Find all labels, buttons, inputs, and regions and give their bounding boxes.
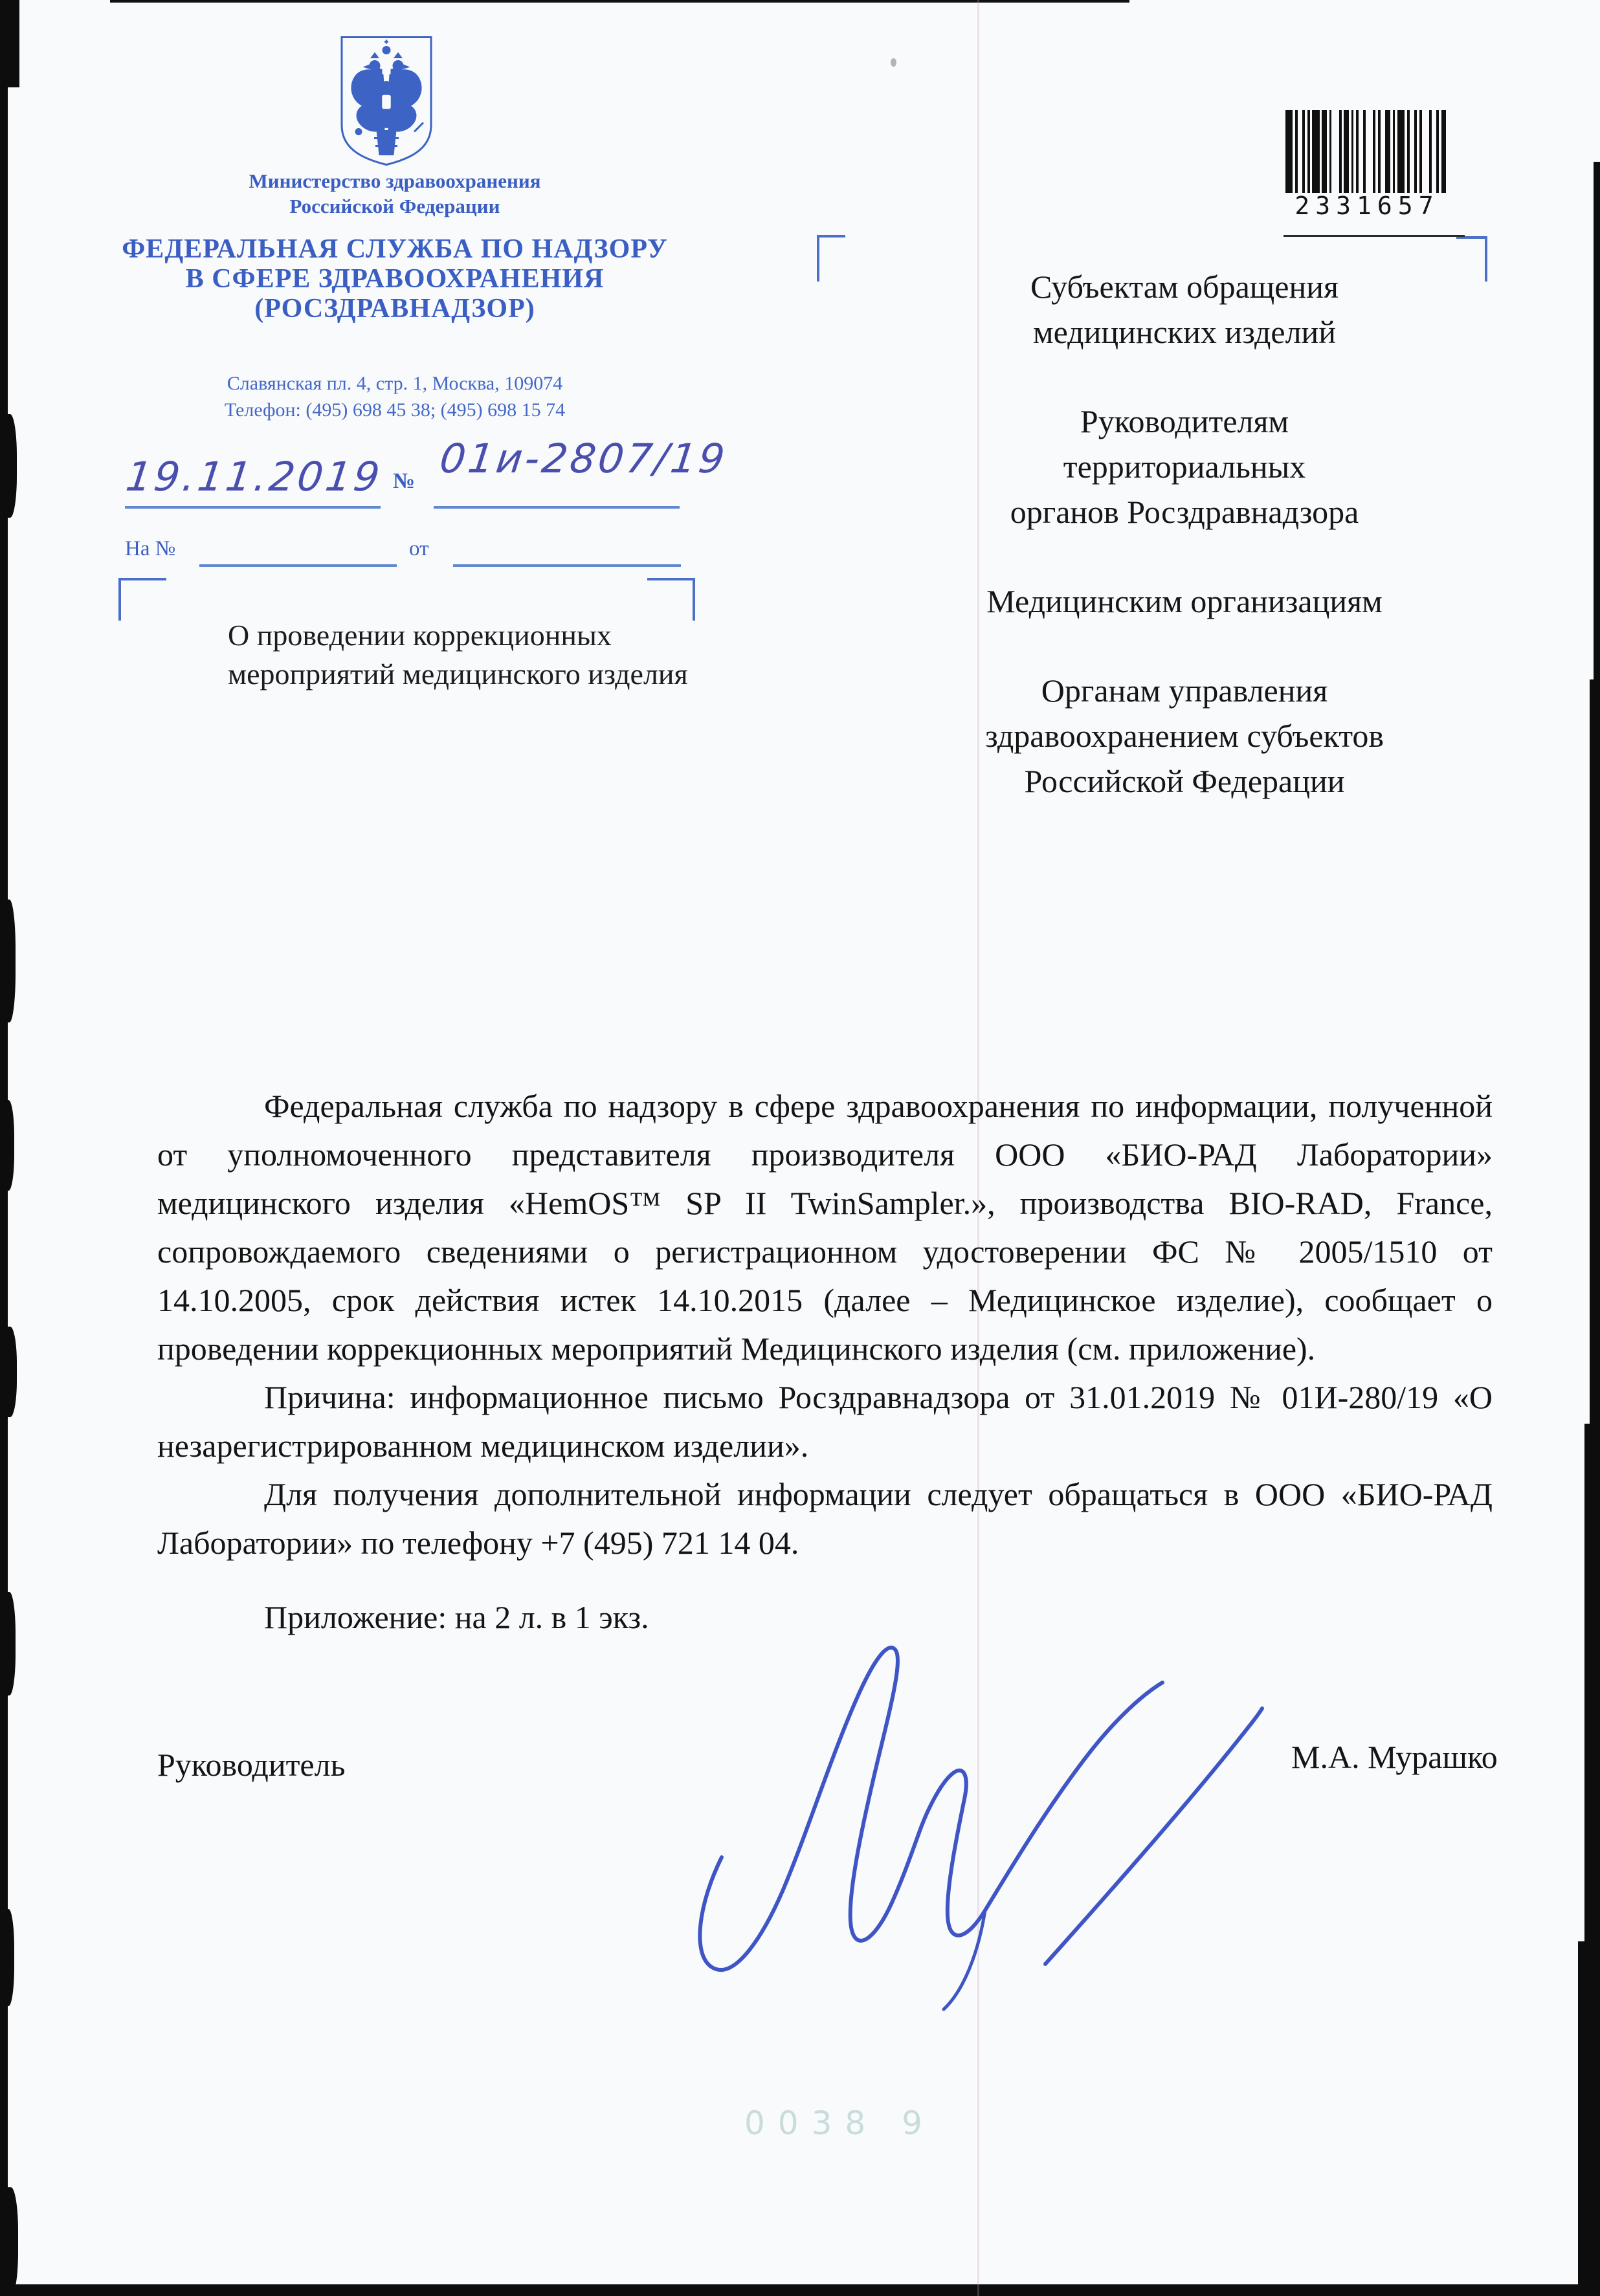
- recipient-group: [861, 668, 1508, 804]
- subject-line1: О проведении коррекционных: [228, 619, 612, 652]
- subject-corner-bracket-right: [647, 578, 695, 621]
- outgoing-date-handwritten: 19.11.2019: [123, 453, 385, 500]
- scan-artifact-blob: [0, 1592, 16, 1695]
- barcode-label-line: [1283, 235, 1465, 237]
- service-line2: В СФЕРЕ ЗДРАВООХРАНЕНИЯ: [185, 264, 605, 294]
- attachment-note: Приложение: на 2 л. в 1 экз.: [264, 1599, 649, 1635]
- date-underline: [125, 506, 381, 509]
- recipient-line: органов Росздравнадзора: [1010, 494, 1359, 530]
- scan-artifact-blob: [0, 1327, 17, 1417]
- scan-artifact-right-strip: [1578, 1941, 1600, 2296]
- body-paragraph-3: Для получения дополнительной информации следует обращаться в ООО «БИО-РАД Лаборатории» по телефону +7 (495) 721 14 04.: [157, 1476, 1493, 1561]
- letter-subject: [228, 616, 720, 694]
- scan-artifact-bottom-strip: [0, 2284, 1600, 2296]
- ministry-title: [123, 168, 667, 219]
- reply-date-blank: [453, 564, 681, 567]
- scan-artifact-right-strip: [1590, 679, 1600, 1424]
- outgoing-number-handwritten: 01и-2807/19: [437, 435, 730, 482]
- recipient-line: медицинских изделий: [1032, 314, 1337, 350]
- scan-artifact-top-line: [110, 0, 1129, 3]
- ministry-line1: Министерство здравоохранения: [249, 170, 541, 192]
- registration-barcode: [1285, 110, 1449, 193]
- signer-position: Руководитель: [157, 1747, 346, 1783]
- letterhead-contacts: [97, 370, 693, 423]
- faint-stamp-digits: 0038 9: [744, 2104, 935, 2142]
- body-paragraph-1: Федеральная служба по надзору в сфере здравоохранения по информации, полученной от уполномоченного представителя производителя ООО «БИО-РАД Лаборатории» медицинского изделия «HemOS™ SP II TwinSampler.», производства BIO-RAD, France, сопровождаемого сведениями о регистрационном удостоверении ФС № 2005/1510 от 14.10.2005, срок действия истек 14.10.2015 (далее – Медицинское изделие), сообщает о проведении коррекционных мероприятий Медицинского изделия (см. приложение).: [157, 1088, 1493, 1367]
- scan-artifact-blob: [0, 414, 17, 518]
- service-title: [84, 234, 706, 324]
- service-line1: ФЕДЕРАЛЬНАЯ СЛУЖБА ПО НАДЗОРУ: [122, 234, 668, 264]
- recipient-line: территориальных: [1063, 448, 1306, 485]
- scan-artifact-right-strip: [1594, 162, 1600, 679]
- scan-artifact-blob: [0, 1100, 14, 1191]
- number-sign: №: [393, 469, 416, 493]
- letterhead-phone: Телефон: (495) 698 45 38; (495) 698 15 74: [224, 399, 566, 421]
- recipient-line: Субъектам обращения: [1030, 269, 1339, 305]
- ministry-line2: Российской Федерации: [289, 195, 500, 217]
- barcode-number: 2331657: [1294, 192, 1439, 220]
- recipient-line: Медицинским организациям: [986, 583, 1383, 619]
- scan-artifact-blob: [0, 2187, 18, 2296]
- reply-number-blank: [199, 564, 397, 567]
- recipient-line: Руководителям: [1080, 403, 1289, 439]
- scan-artifact-blob: [0, 1909, 14, 2006]
- scan-artifact-right-strip: [1584, 1424, 1600, 1941]
- recipient-group: [861, 264, 1508, 355]
- recipient-line: Органам управления: [1041, 672, 1328, 709]
- recipient-line: Российской Федерации: [1024, 763, 1345, 799]
- letter-body: [157, 1082, 1493, 1642]
- number-underline: [434, 506, 680, 509]
- addressee-corner-bracket-left: [817, 235, 845, 281]
- recipients-block: [861, 264, 1508, 848]
- reply-from-label: от: [409, 537, 429, 560]
- scan-artifact-blob: [0, 900, 16, 1022]
- letterhead-address: Славянская пл. 4, стр. 1, Москва, 109074: [227, 373, 563, 394]
- coat-of-arms-icon: [337, 34, 436, 168]
- recipient-group: [861, 399, 1508, 535]
- recipient-line: здравоохранением субъектов: [984, 718, 1384, 754]
- body-paragraph-2: Причина: информационное письмо Росздравнадзора от 31.01.2019 № 01И-280/19 «О незарегистрированном медицинском изделии».: [157, 1379, 1493, 1464]
- service-line3: (РОСЗДРАВНАДЗОР): [254, 294, 535, 324]
- signature-autograph: [686, 1631, 1269, 2019]
- subject-corner-bracket-left: [118, 578, 166, 621]
- subject-line2: мероприятий медицинского изделия: [228, 657, 688, 690]
- reply-to-label: На №: [125, 537, 176, 560]
- signer-name: М.А. Мурашко: [1291, 1739, 1498, 1775]
- scan-speck: [891, 58, 896, 67]
- recipient-group: [861, 579, 1508, 624]
